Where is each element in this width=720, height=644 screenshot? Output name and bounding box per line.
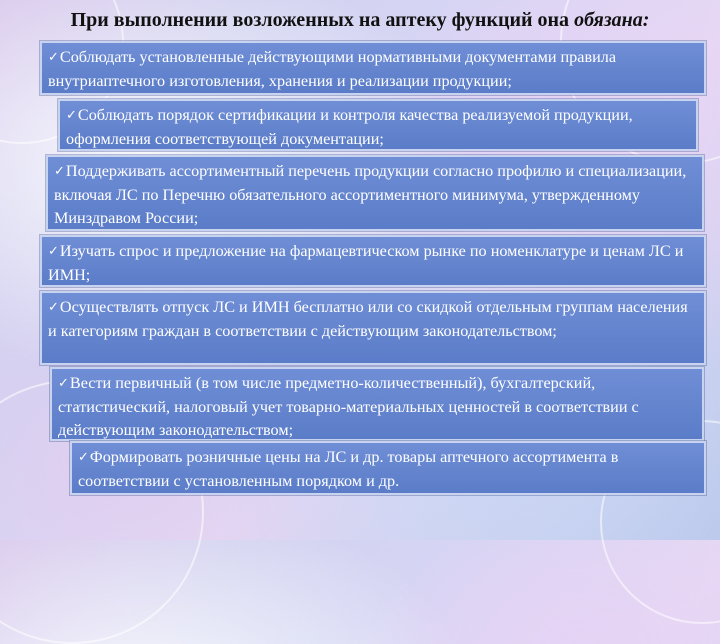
duty-item-text: Формировать розничные цены на ЛС и др. товары аптечного ассортимента в соответствии с установленным порядком и др.	[78, 448, 619, 490]
slide-title	[0, 0, 720, 40]
check-mark-icon: ✓	[54, 164, 65, 179]
check-mark-icon: ✓	[48, 300, 59, 315]
duty-item-text: Изучать спрос и предложение на фармацевтическом рынке по номенклатуре и ценам ЛС и ИМН;	[48, 242, 684, 284]
duty-item-5	[40, 291, 706, 365]
check-mark-icon: ✓	[66, 108, 77, 123]
duty-item-4	[40, 235, 706, 287]
duty-item-3	[46, 155, 704, 231]
duty-item-text: Вести первичный (в том числе предметно-количественный), бухгалтерский, статистический, налоговый учет товарно-материальных ценностей в соответствии с действующим законодательством;	[58, 374, 639, 439]
check-mark-icon: ✓	[48, 244, 59, 259]
check-mark-icon: ✓	[78, 450, 89, 465]
duty-item-1	[40, 41, 706, 95]
check-mark-icon: ✓	[58, 376, 69, 391]
title-emphasis-text: обязана:	[574, 9, 650, 31]
duty-item-2	[58, 99, 698, 151]
duty-item-text: Соблюдать установленные действующими нормативными документами правила внутриаптечного изготовления, хранения и реализации продукции;	[48, 48, 617, 90]
duty-item-text: Осуществлять отпуск ЛС и ИМН бесплатно или со скидкой отдельным группам населения и категориям граждан в соответствии с действующим законодательством;	[48, 298, 688, 340]
title-main-text: При выполнении возложенных на аптеку функций она	[70, 9, 575, 31]
check-mark-icon: ✓	[48, 50, 59, 65]
duty-item-text: Поддерживать ассортиментный перечень продукции согласно профилю и специализации, включая ЛС по Перечню обязательного ассортиментного минимума, утвержденному Минздравом России;	[54, 162, 687, 227]
duty-item-text: Соблюдать порядок сертификации и контроля качества реализуемой продукции, оформления соответствующей документации;	[66, 106, 633, 148]
duty-item-6	[50, 367, 704, 441]
duty-item-7	[70, 441, 706, 495]
